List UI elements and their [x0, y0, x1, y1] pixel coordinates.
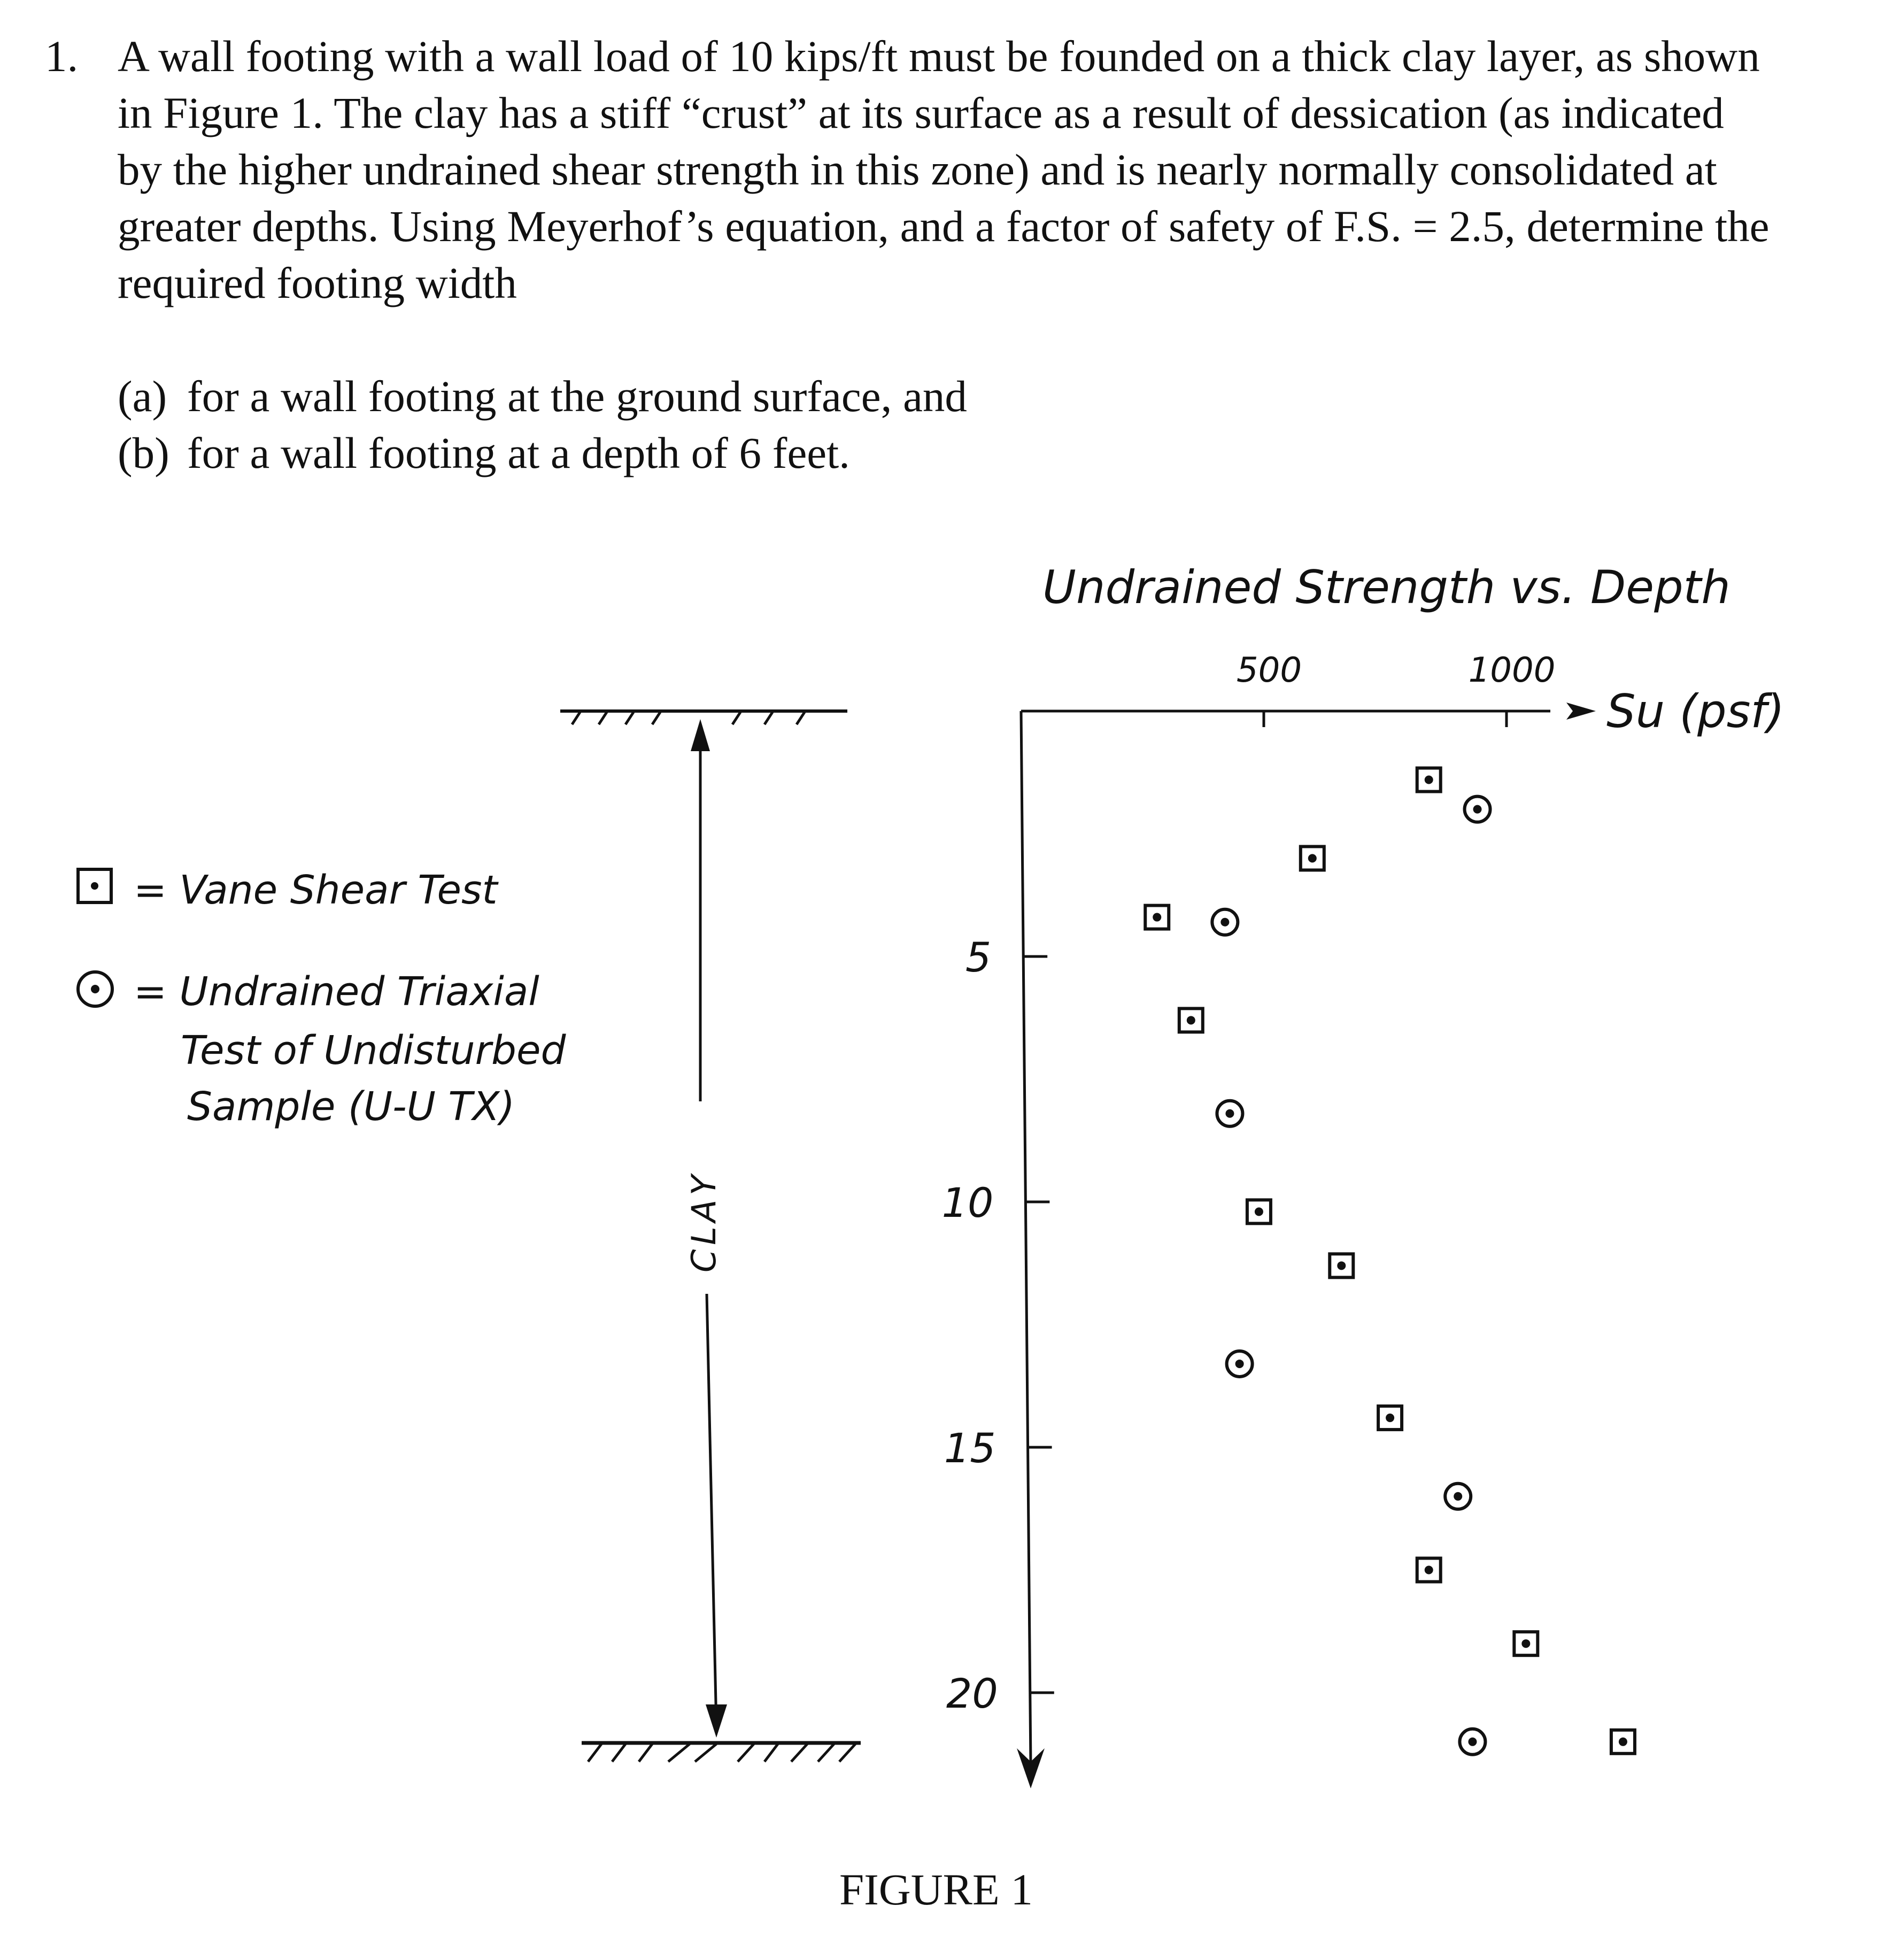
triaxial-point-dot [1220, 918, 1229, 927]
legend-triaxial-line-2: Test of Undisturbed [181, 1028, 566, 1074]
y-tick-label: 5 [965, 933, 992, 981]
x-ticks [1237, 651, 1556, 727]
legend [78, 867, 567, 1130]
y-axis [1021, 711, 1031, 1764]
vane-shear-point-dot [1187, 1016, 1195, 1024]
triaxial-point-dot [1473, 805, 1482, 814]
figure-caption: FIGURE 1 [839, 1865, 1033, 1914]
y-ticks [942, 933, 1054, 1717]
vane-shear-point-dot [1308, 854, 1317, 862]
problem-line: by the higher undrained shear strength in this zone) and is nearly normally consolidated at [118, 145, 1717, 194]
soil-profile [560, 711, 861, 1762]
data-points [1145, 768, 1635, 1755]
problem-line: required footing width [118, 258, 517, 307]
x-axis-arrowhead [1566, 703, 1596, 720]
x-tick-label: 1000 [1468, 651, 1556, 690]
strength-chart [942, 561, 1785, 1788]
legend-vane-label: = Vane Shear Test [134, 867, 498, 913]
y-tick-label: 15 [944, 1424, 996, 1472]
triaxial-point-dot [1468, 1738, 1477, 1746]
problem-line: greater depths. Using Meyerhof’s equation, and a factor of safety of F.S. = 2.5, determine the [118, 202, 1770, 251]
vane-shear-point-dot [1337, 1261, 1346, 1270]
triaxial-point-dot [1454, 1492, 1462, 1501]
legend-triaxial-line-1: = Undrained Triaxial [134, 969, 539, 1015]
vane-shear-point-dot [1386, 1414, 1394, 1422]
x-axis-label: Su (psf) [1606, 685, 1785, 738]
y-tick-label: 20 [946, 1670, 998, 1717]
part-b-text: for a wall footing at a depth of 6 feet. [187, 428, 850, 477]
vane-legend-dot [91, 882, 98, 890]
problem-number: 1. [45, 32, 79, 81]
triaxial-point-dot [1235, 1360, 1244, 1368]
vane-shear-point-dot [1255, 1207, 1263, 1216]
base-hatching [588, 1744, 855, 1762]
vane-shear-point-dot [1521, 1639, 1530, 1648]
problem-line: in Figure 1. The clay has a stiff “crust” at its surface as a result of dessication (as indicated [118, 88, 1724, 137]
ground-hatching [572, 712, 805, 724]
x-tick-label: 500 [1236, 651, 1302, 690]
vane-shear-point-dot [1153, 913, 1161, 922]
part-a-label: (a) [118, 372, 167, 421]
vane-shear-point-dot [1425, 1566, 1433, 1575]
problem-line: A wall footing with a wall load of 10 kips/ft must be founded on a thick clay layer, as shown [118, 32, 1760, 81]
clay-arrow-lower [707, 1294, 716, 1727]
triaxial-point-dot [1225, 1109, 1234, 1118]
triaxial-legend-dot [91, 985, 99, 993]
clay-arrow-up-head [691, 719, 710, 751]
clay-arrow-down-head [706, 1704, 727, 1738]
clay-label: CLAY [684, 1170, 723, 1272]
y-tick-label: 10 [941, 1179, 994, 1226]
vane-shear-point-dot [1619, 1738, 1627, 1746]
part-b-label: (b) [118, 428, 169, 477]
chart-title: Undrained Strength vs. Depth [1042, 561, 1731, 614]
legend-triaxial-line-3: Sample (U-U TX) [187, 1084, 515, 1130]
part-a-text: for a wall footing at the ground surface, and [187, 372, 967, 421]
vane-shear-point-dot [1425, 776, 1433, 784]
